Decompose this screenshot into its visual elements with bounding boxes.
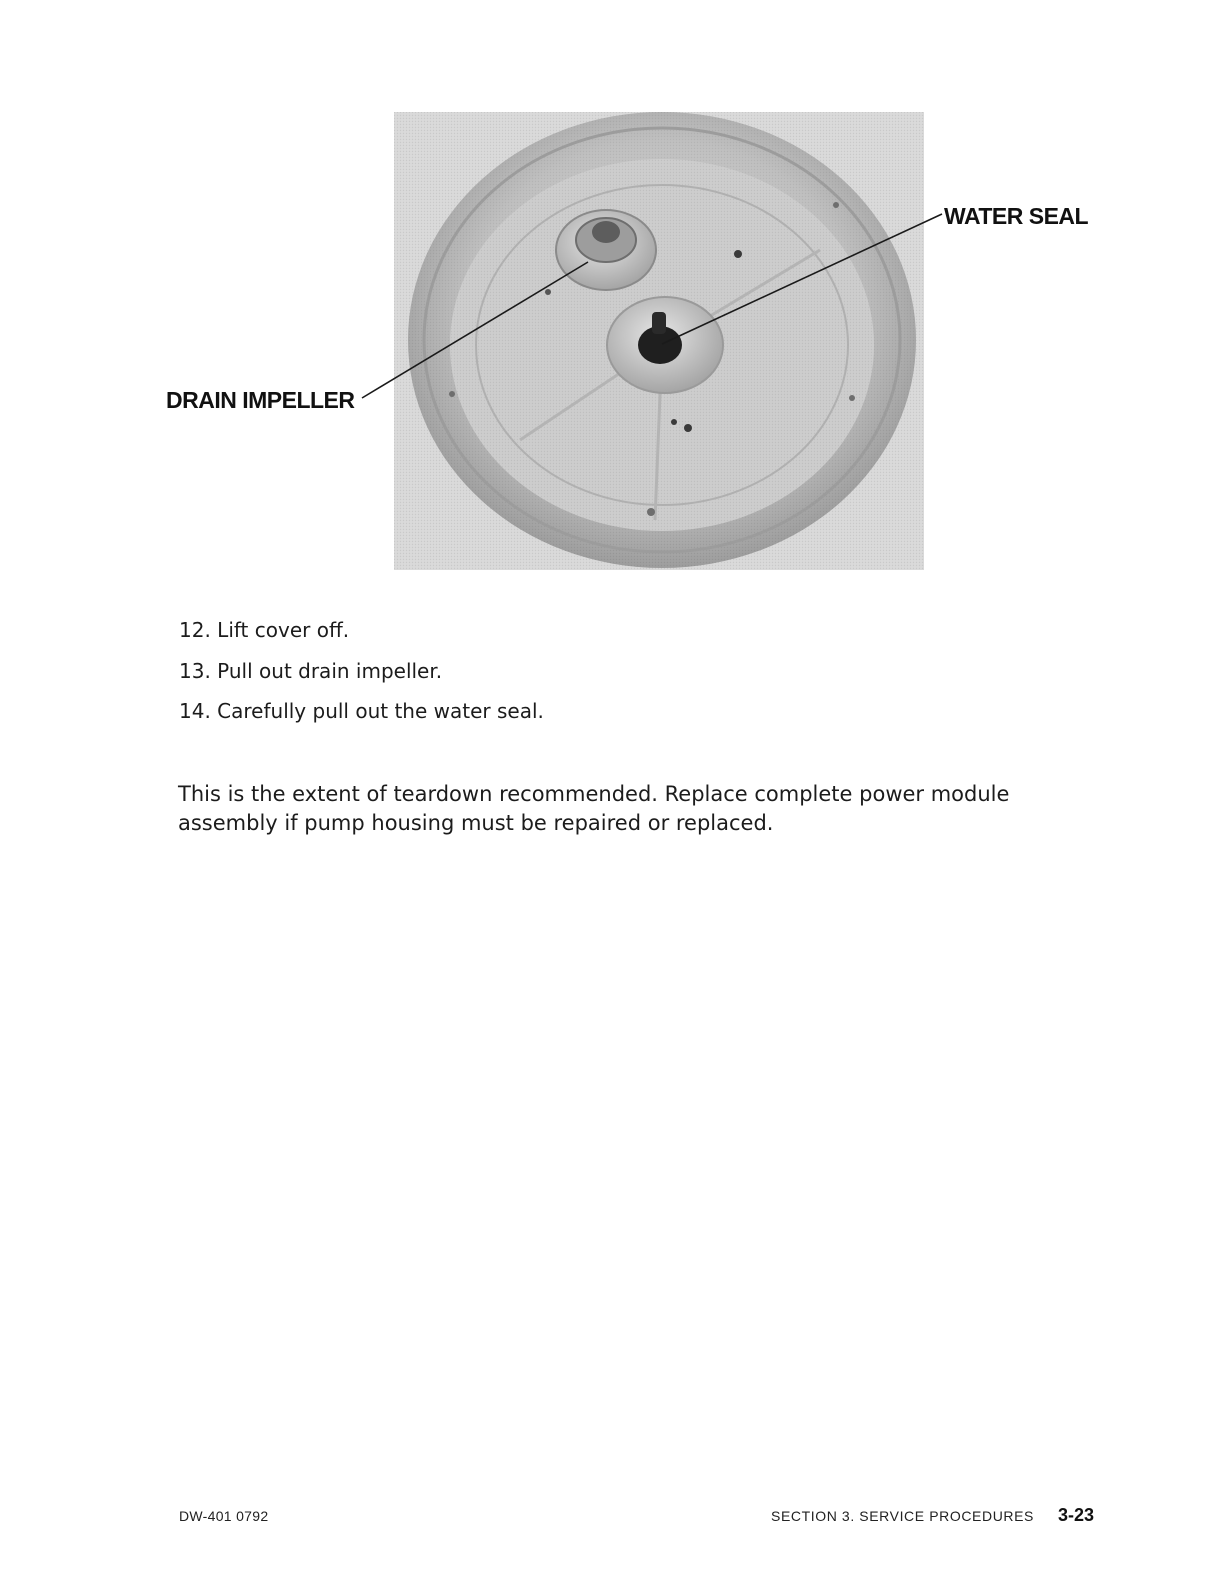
- pump-housing-photo: [0, 0, 1224, 600]
- step-number: 14.: [179, 699, 211, 723]
- footer-doc-id: DW-401 0792: [179, 1508, 269, 1524]
- step-number: 13.: [179, 658, 211, 683]
- procedure-step: [179, 651, 544, 692]
- step-text: Lift cover off.: [217, 618, 350, 642]
- step-number: 12.: [179, 618, 211, 642]
- footer-section: SECTION 3. SERVICE PROCEDURES: [771, 1508, 1034, 1524]
- procedure-step: [179, 691, 544, 732]
- drain-impeller-label: DRAIN IMPELLER: [166, 387, 355, 413]
- procedure-step: [179, 610, 544, 651]
- water-seal-label: WATER SEAL: [944, 203, 1089, 229]
- procedure-steps: [179, 610, 544, 732]
- step-text: Pull out drain impeller.: [217, 658, 443, 683]
- page-number: 3-23: [1057, 1505, 1094, 1525]
- teardown-note: This is the extent of teardown recommended. Replace complete power module assembly if pump housing must be repaired or replaced.: [178, 782, 1010, 835]
- step-text: Carefully pull out the water seal.: [217, 699, 544, 723]
